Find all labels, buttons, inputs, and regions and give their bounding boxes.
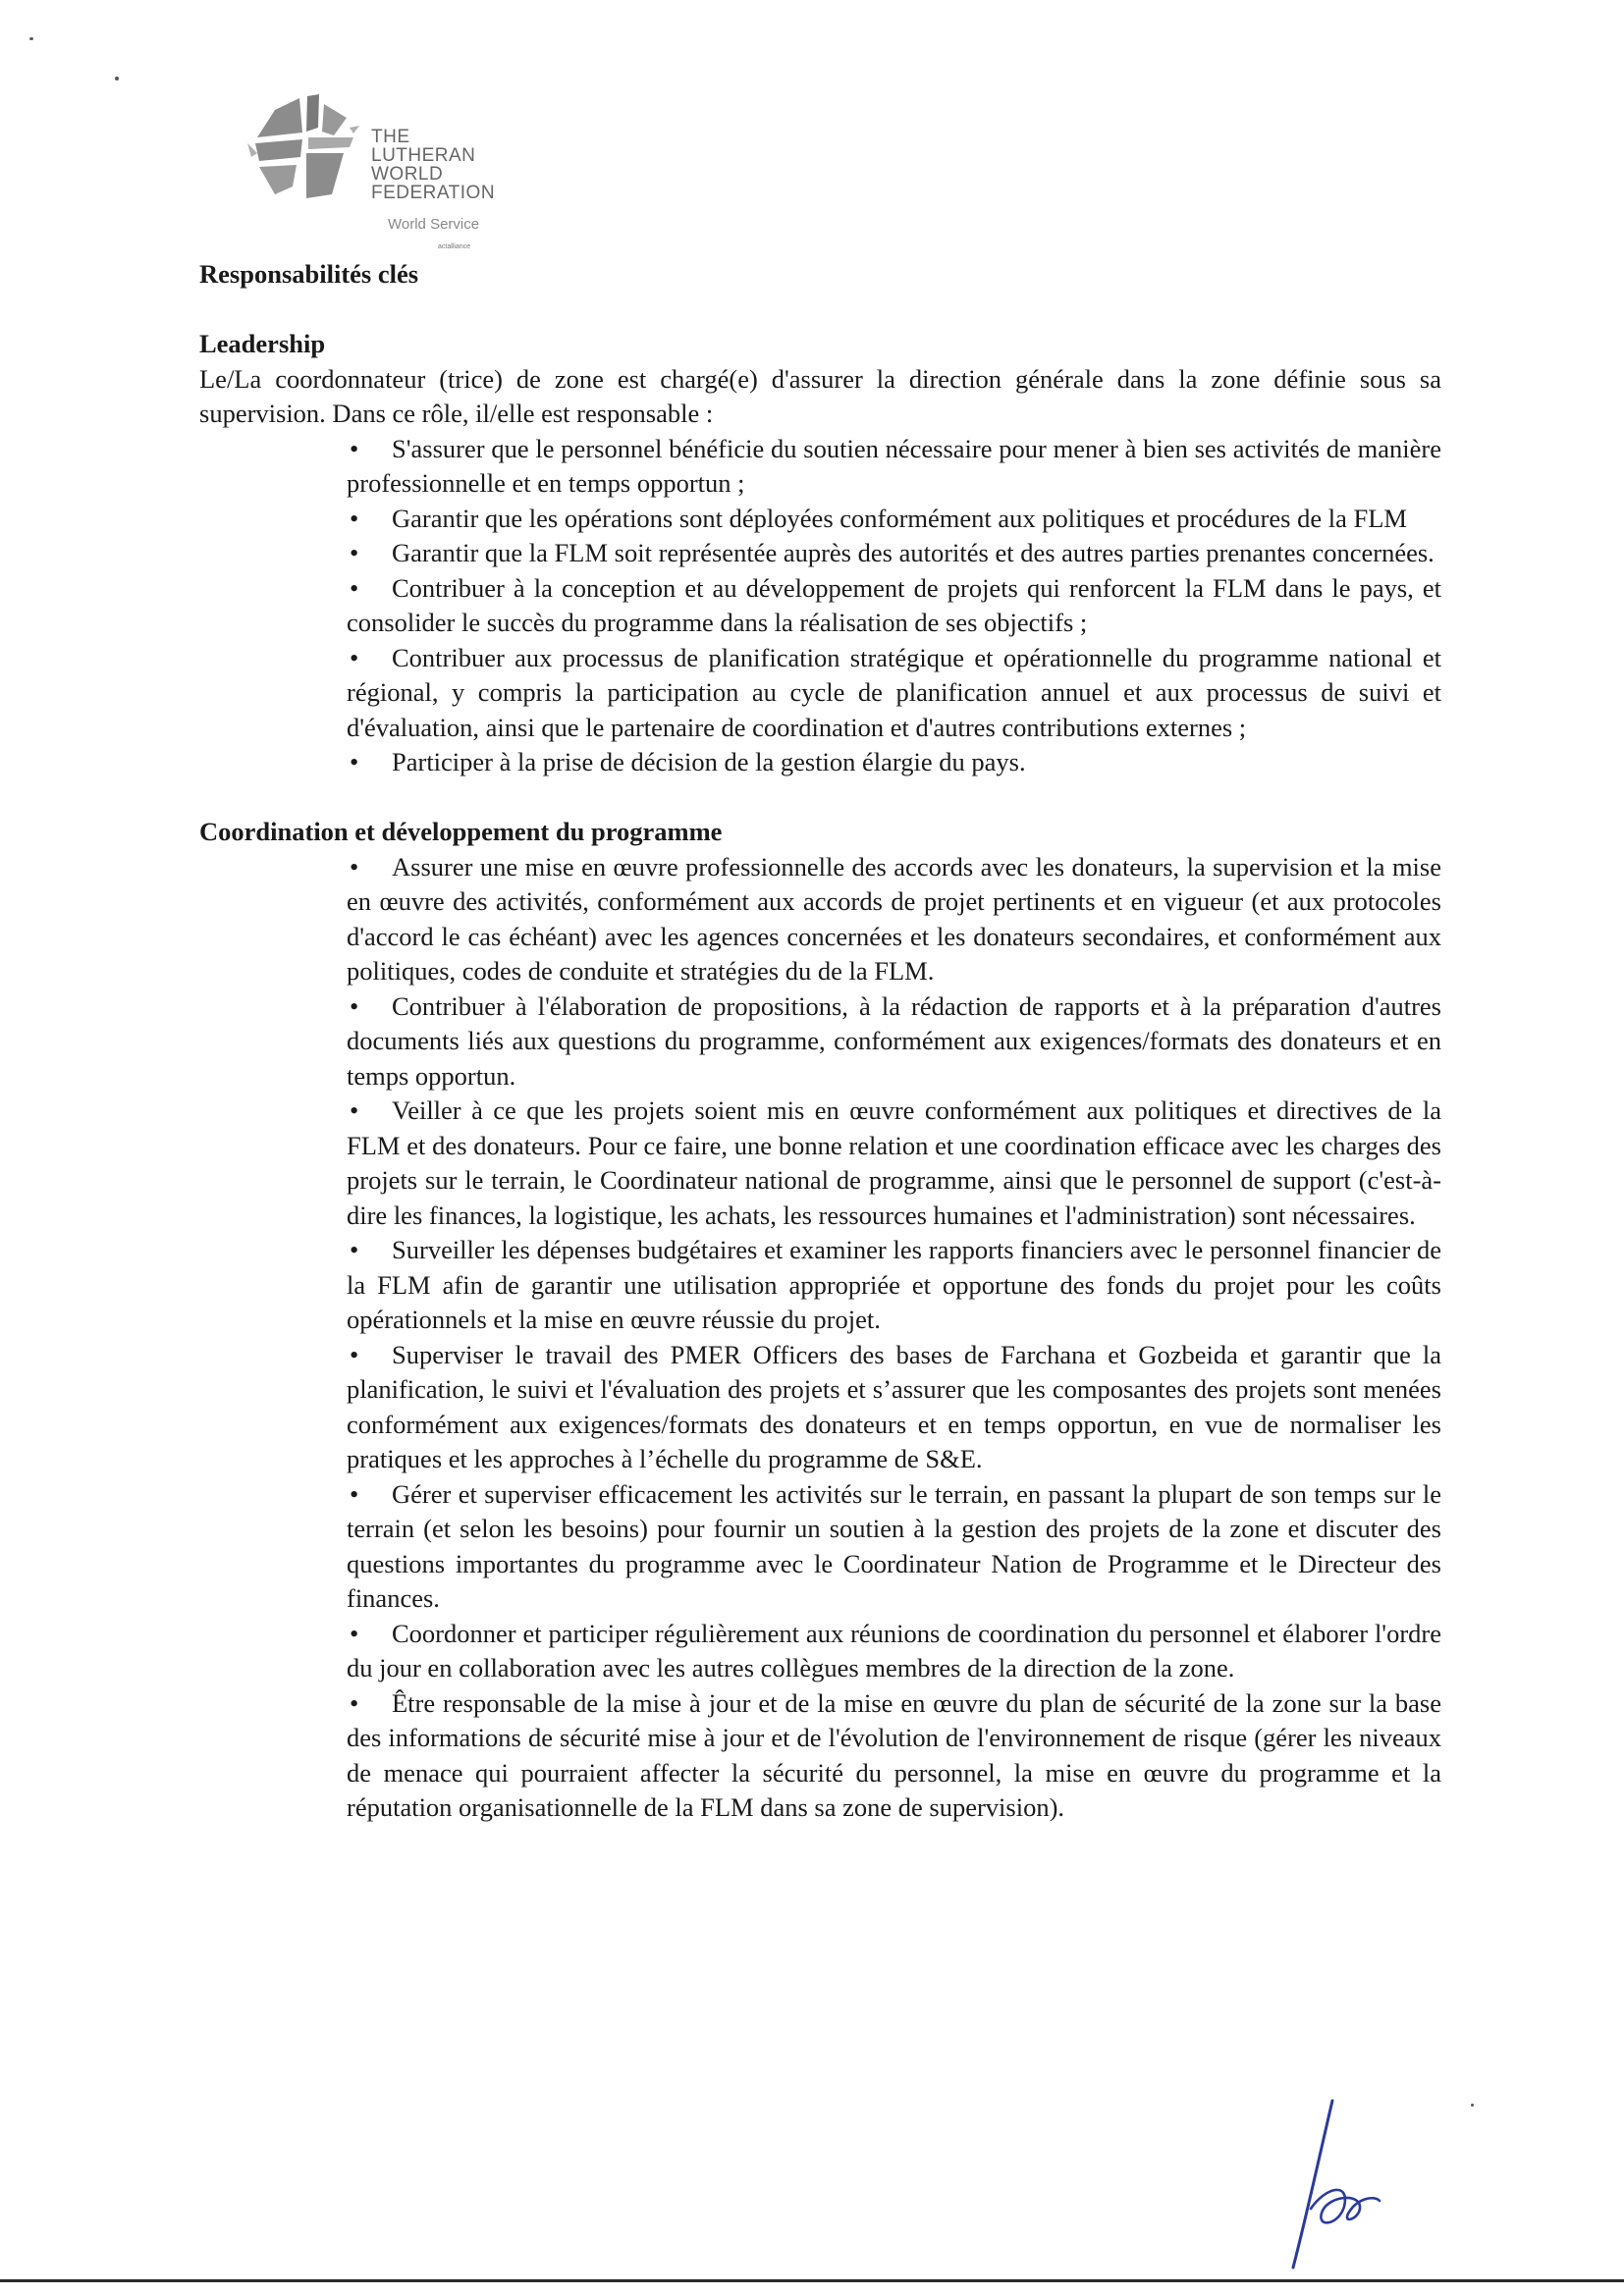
bullet-list [199, 432, 1441, 780]
spacer [199, 293, 1441, 328]
bullet-icon [347, 850, 392, 885]
bullet-icon [347, 1233, 392, 1268]
list-item [347, 1094, 1441, 1233]
section-heading: Responsabilités clés [199, 259, 419, 289]
bullet-icon [347, 1094, 392, 1129]
handwritten-signature [1272, 2091, 1419, 2277]
scan-speck [115, 77, 119, 80]
logo-line: THE [371, 127, 410, 147]
list-item [347, 1233, 1441, 1338]
section-heading: Coordination et développement du programme [199, 817, 723, 846]
list-item-text: Participer à la prise de décision de la gestion élargie du pays. [392, 747, 1026, 776]
list-item [347, 641, 1441, 746]
list-item [347, 1338, 1441, 1477]
list-item-text: Contribuer à l'élaboration de propositions, à la rédaction de rapports et à la préparation d'autres documents liés aux questions du programme, conformément aux exigences/formats des donateurs et en temps opportun. [347, 990, 1441, 1091]
scan-speck [1471, 2104, 1474, 2107]
bullet-icon [347, 989, 392, 1025]
list-item-text: Superviser le travail des PMER Officers des bases de Farchana et Gozbeida et garantir que la planification, le suivi et l'évaluation des projets et s’assurer que les composantes des projets sont menées conformément aux exigences/formats des donateurs et en temps opportun, en vue de normaliser les pratiques et les approches à l’échelle du programme de S&E. [347, 1339, 1441, 1473]
logo-line: FEDERATION [371, 183, 496, 203]
spacer [199, 780, 1441, 816]
bullet-icon [347, 536, 392, 571]
bullet-icon [347, 1617, 392, 1652]
list-item-text: Gérer et superviser efficacement les activités sur le terrain, en passant la plupart de son temps sur le terrain (et selon les besoins) pour fournir un soutien à la gestion des projets de la zone et discuter des questions importantes du programme avec le Coordinateur Nation de Programme et le Directeur des finances. [347, 1478, 1441, 1613]
logo-alliance: actalliance [438, 243, 471, 250]
list-item-text: Surveiller les dépenses budgétaires et examiner les rapports financiers avec le personnel financier de la FLM afin de garantir une utilisation appropriée et opportune des fonds du projet pour les coûts opérationnels et la mise en œuvre réussie du projet. [347, 1235, 1441, 1334]
bullet-icon [347, 1477, 392, 1513]
bullet-icon [347, 1686, 392, 1722]
lwf-emblem-icon [245, 88, 363, 206]
list-item [347, 850, 1441, 989]
list-item [347, 1477, 1441, 1617]
logo-wordmark [371, 128, 495, 202]
document-body [199, 257, 1441, 1826]
list-item-text: Garantir que les opérations sont déployées conformément aux politiques et procédures de la FLM [392, 503, 1407, 533]
list-item [347, 432, 1441, 502]
list-item-text: Être responsable de la mise à jour et de la mise en œuvre du plan de sécurité de la zone sur la base des informations de sécurité mise à jour et de l'évolution de l'environnement de risque (gérer les niveaux de menace qui pourraient affecter la sécurité du personnel, la mise en œuvre du programme et la réputation organisationnelle de la FLM dans sa zone de supervision). [347, 1687, 1441, 1822]
bullet-icon [347, 571, 392, 607]
logo-line: LUTHERAN [371, 145, 476, 166]
list-item [347, 502, 1441, 537]
list-item [347, 571, 1441, 641]
logo-line: WORLD [371, 164, 444, 185]
section-heading: Leadership [199, 329, 326, 358]
bullet-list [199, 850, 1441, 1826]
list-item-text: Assurer une mise en œuvre professionnelle des accords avec les donateurs, la supervision et la mise en œuvre des activités, conformément aux accords de projet pertinents et en vigueur (et aux protocoles d'accord le cas échéant) avec les agences concernées et les donateurs secondaires, et conformément aux politiques, codes de conduite et stratégies du de la FLM. [347, 851, 1441, 986]
section-intro: Le/La coordonnateur (trice) de zone est chargé(e) d'assurer la direction générale dans la zone définie sous sa supervision. Dans ce rôle, il/elle est responsable : [199, 363, 1441, 428]
logo-subtitle: World Service [388, 216, 480, 233]
list-item-text: Coordonner et participer régulièrement aux réunions de coordination du personnel et élaborer l'ordre du jour en collaboration avec les autres collègues membres de la direction de la zone. [347, 1618, 1441, 1682]
bullet-icon [347, 745, 392, 780]
list-item-text: S'assurer que le personnel bénéficie du soutien nécessaire pour mener à bien ses activités de manière professionnelle et en temps opportun ; [347, 433, 1441, 498]
scan-speck [29, 37, 33, 40]
list-item-text: Contribuer à la conception et au développement de projets qui renforcent la FLM dans le pays, et consolider le succès du programme dans la réalisation de ses objectifs ; [347, 572, 1441, 637]
list-item-text: Veiller à ce que les projets soient mis en œuvre conformément aux politiques et directives de la FLM et des donateurs. Pour ce faire, une bonne relation et une coordination efficace avec les charges des projets sur le terrain, le Coordinateur national de programme, ainsi que le personnel de support (c'est-à-dire les finances, la logistique, les achats, les ressources humaines et l'administration) sont nécessaires. [347, 1095, 1441, 1230]
bullet-icon [347, 1338, 392, 1373]
list-item-text: Garantir que la FLM soit représentée auprès des autorités et des autres parties prenantes concernées. [392, 538, 1435, 567]
list-item [347, 989, 1441, 1095]
list-item [347, 1686, 1441, 1826]
list-item [347, 745, 1441, 780]
bullet-icon [347, 641, 392, 676]
list-item-text: Contribuer aux processus de planification stratégique et opérationnelle du programme national et régional, y compris la participation au cycle de planification annuel et aux processus de suivi et d'évaluation, ainsi que le partenaire de coordination et d'autres contributions externes ; [347, 642, 1441, 742]
list-item [347, 536, 1441, 571]
bullet-icon [347, 502, 392, 537]
list-item [347, 1617, 1441, 1686]
bullet-icon [347, 432, 392, 467]
lwf-logo [245, 88, 501, 255]
scan-edge-line [0, 2279, 1624, 2282]
